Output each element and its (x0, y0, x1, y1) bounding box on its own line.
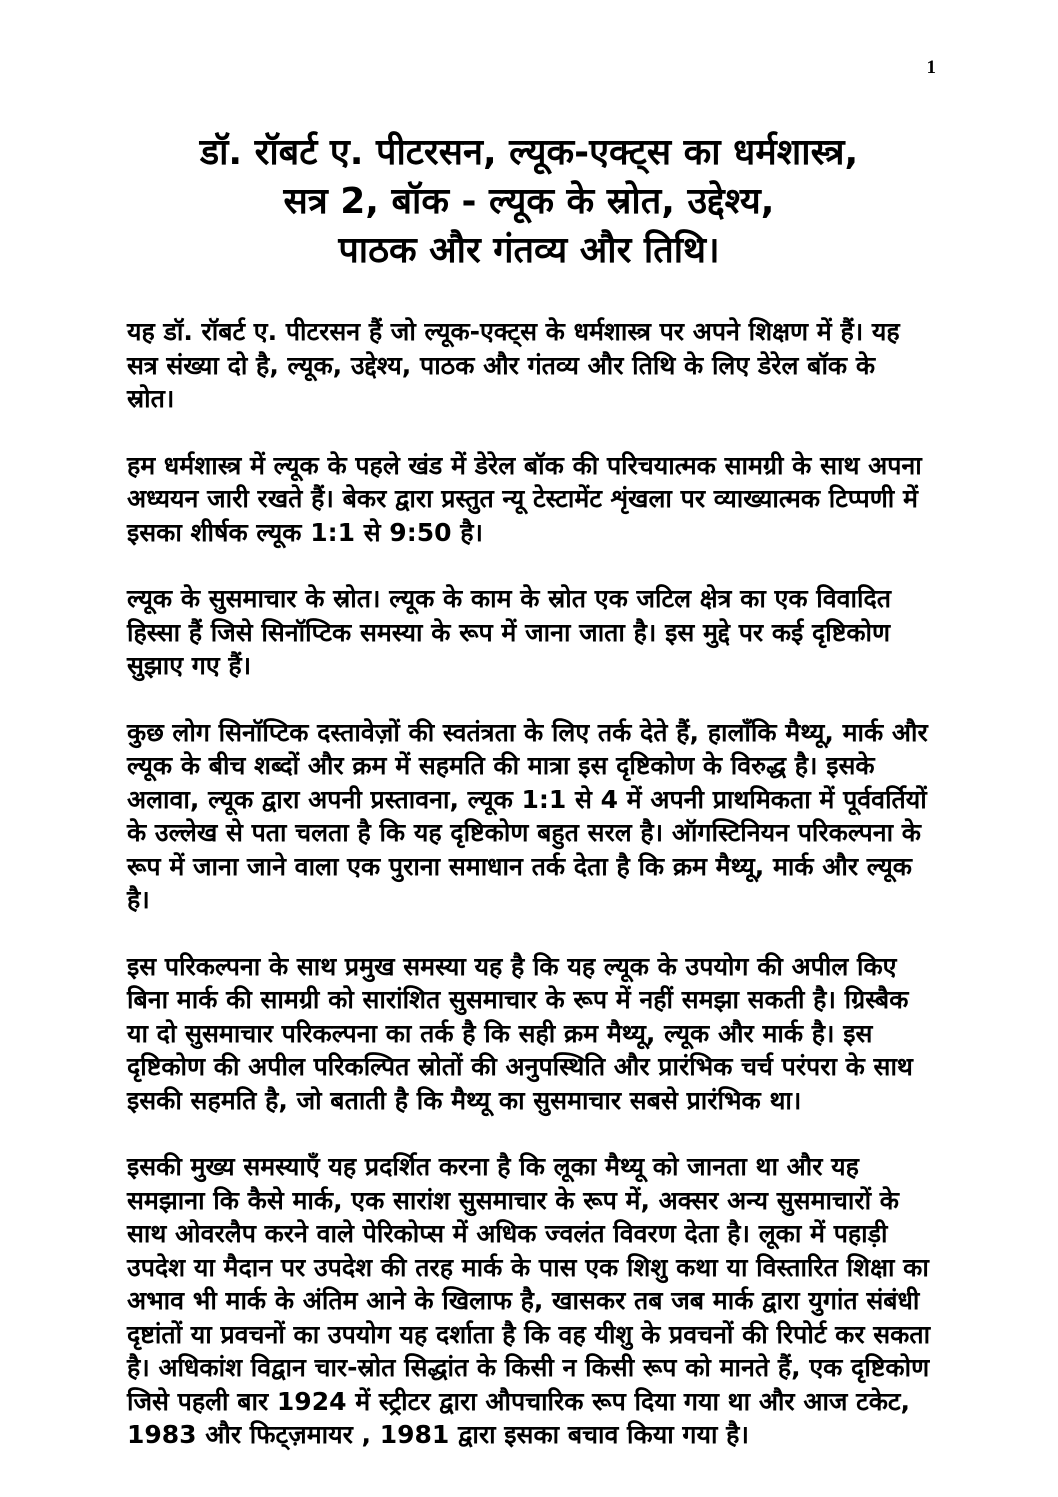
document-title (90, 128, 968, 275)
title-line-1: डॉ. रॉबर्ट ए. पीटरसन, ल्यूक-एक्ट्स का धर्मशास्त्र, (199, 132, 859, 173)
paragraph-griesbach: इस परिकल्पना के साथ प्रमुख समस्या यह है कि यह ल्यूक के उपयोग की अपील किए बिना मार्क की सामग्री को सारांशित सुसमाचार के रूप में नहीं समझा सकती है। ग्रिस्बैक या दो सुसमाचार परिकल्पना का तर्क है कि सही क्रम मैथ्यू, ल्यूक और मार्क है। इस दृष्टिकोण की अपील परिकल्पित स्रोतों की अनुपस्थिति और प्रारंभिक चर्च परंपरा के साथ इसकी सहमति है, जो बताती है कि मैथ्यू का सुसमाचार सबसे प्रारंभिक था। (127, 951, 913, 1115)
paragraph-sources-synoptic: ल्यूक के सुसमाचार के स्रोत। ल्यूक के काम के स्रोत एक जटिल क्षेत्र का एक विवादित हिस्सा हैं जिसे सिनॉप्टिक समस्या के रूप में जाना जाता है। इस मुद्दे पर कई दृष्टिकोण सुझाए गए हैं। (127, 584, 892, 680)
page-number: 1 (926, 57, 936, 78)
title-line-2: सत्र 2, बॉक - ल्यूक के स्रोत, उद्देश्य, (283, 181, 775, 222)
title-line-3: पाठक और गंतव्य और तिथि। (338, 230, 720, 271)
paragraph-four-source-theory: इसकी मुख्य समस्याएँ यह प्रदर्शित करना है कि लूका मैथ्यू को जानता था और यह समझाना कि कैसे मार्क, एक सारांश सुसमाचार के रूप में, अक्सर अन्य सुसमाचारों के साथ ओवरलैप करने वाले पेरिकोप्स में अधिक ज्वलंत विवरण देता है। लूका में पहाड़ी उपदेश या मैदान पर उपदेश की तरह मार्क के पास एक शिशु कथा या विस्तारित शिक्षा का अभाव भी मार्क के अंतिम आने के खिलाफ है, खासकर तब जब मार्क द्वारा युगांत संबंधी दृष्टांतों या प्रवचनों का उपयोग यह दर्शाता है कि वह यीशु के प्रवचनों की रिपोर्ट कर सकता है। अधिकांश विद्वान चार-स्रोत सिद्धांत के किसी न किसी रूप को मानते हैं, एक दृष्टिकोण जिसे पहली बार 1924 में स्ट्रीटर द्वारा औपचारिक रूप दिया गया था और आज टकेट, 1983 और फिट्ज़मायर , 1981 द्वारा इसका बचाव किया गया है। (127, 1152, 931, 1449)
document-body (127, 315, 931, 1452)
paragraph-study-continue: हम धर्मशास्त्र में ल्यूक के पहले खंड में डेरेल बॉक की परिचयात्मक सामग्री के साथ अपना अध्ययन जारी रखते हैं। बेकर द्वारा प्रस्तुत न्यू टेस्टामेंट शृंखला पर व्याख्यात्मक टिप्पणी में इसका शीर्षक ल्यूक 1:1 से 9:50 है। (127, 450, 922, 547)
paragraph-intro: यह डॉ. रॉबर्ट ए. पीटरसन हैं जो ल्यूक-एक्ट्स के धर्मशास्त्र पर अपने शिक्षण में हैं। यह सत्र संख्या दो है, ल्यूक, उद्देश्य, पाठक और गंतव्य और तिथि के लिए डेरेल बॉक के स्रोत। (127, 317, 900, 413)
paragraph-independence-augustinian: कुछ लोग सिनॉप्टिक दस्तावेज़ों की स्वतंत्रता के लिए तर्क देते हैं, हालाँकि मैथ्यू, मार्क और ल्यूक के बीच शब्दों और क्रम में सहमति की मात्रा इस दृष्टिकोण के विरुद्ध है। इसके अलावा, ल्यूक द्वारा अपनी प्रस्तावना, ल्यूक 1:1 से 4 में अपनी प्राथमिकता में पूर्ववर्तियों के उल्लेख से पता चलता है कि यह दृष्टिकोण बहुत सरल है। ऑगस्टिनियन परिकल्पना के रूप में जाना जाने वाला एक पुराना समाधान तर्क देता है कि क्रम मैथ्यू, मार्क और ल्यूक है। (127, 717, 928, 914)
